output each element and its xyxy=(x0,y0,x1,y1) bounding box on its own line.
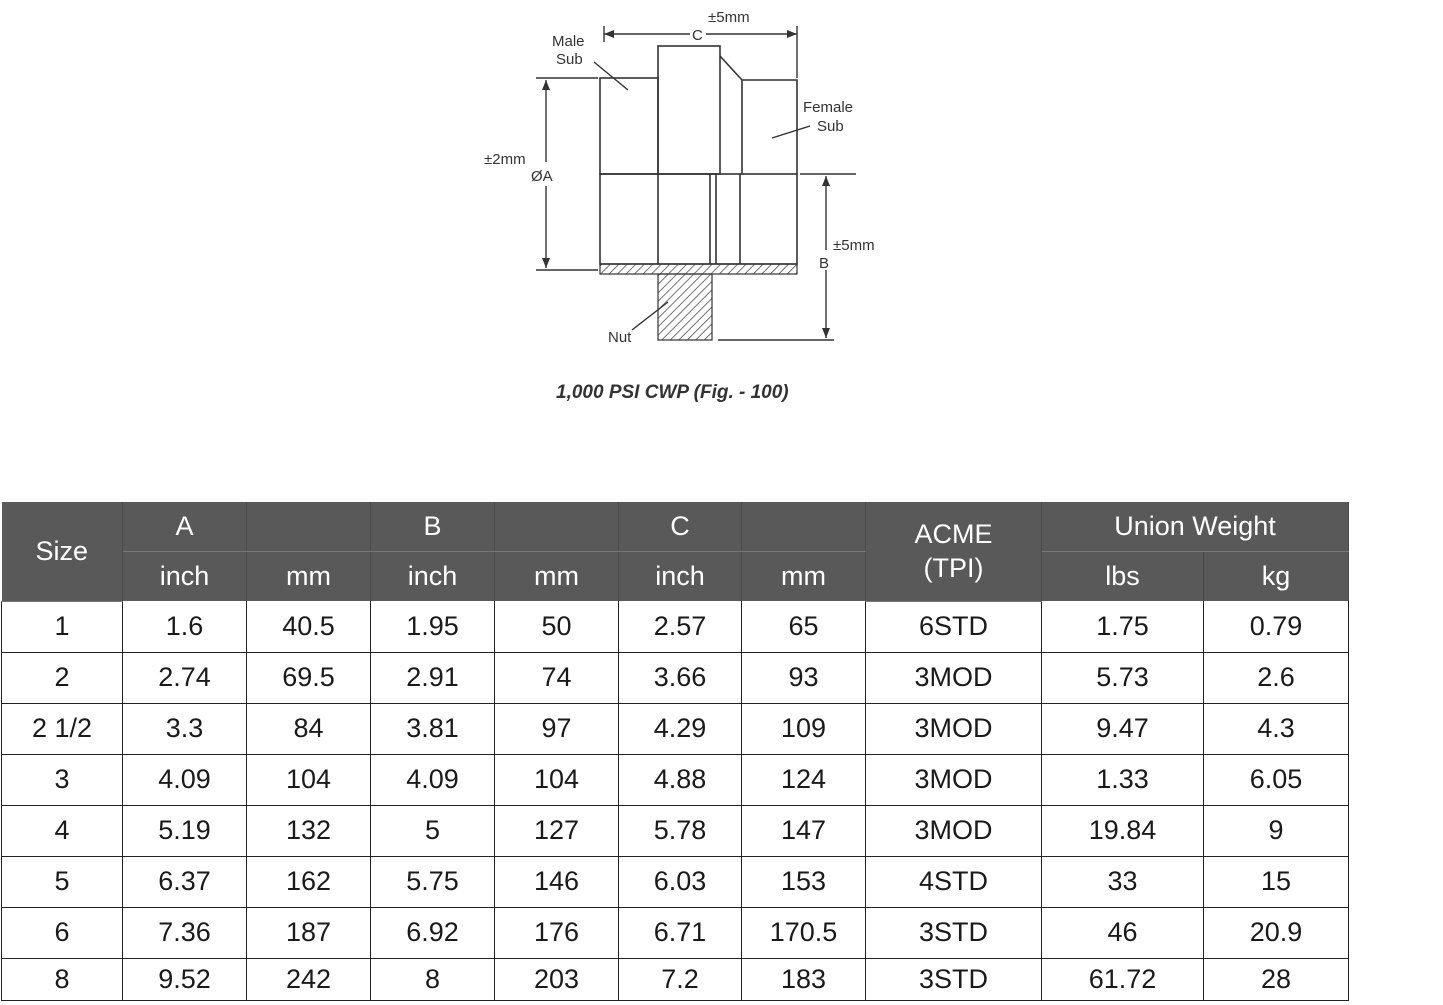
cell-a-inch: 2.74 xyxy=(123,652,247,703)
dim-b-label: B xyxy=(819,255,830,272)
cell-a-inch: 9.52 xyxy=(123,958,247,1000)
cell-weight-lbs: 1.75 xyxy=(1042,601,1204,652)
figure-caption: 1,000 PSI CWP (Fig. - 100) xyxy=(556,382,789,403)
cell-c-mm: 93 xyxy=(742,652,866,703)
dim-c-tolerance: ±5mm xyxy=(708,9,750,26)
cell-weight-lbs: 9.47 xyxy=(1042,703,1204,754)
header-row-units xyxy=(2,552,1349,602)
cell-c-inch: 7.2 xyxy=(619,958,742,1000)
cell-b-inch: 3.81 xyxy=(371,703,495,754)
cell-b-inch: 4.09 xyxy=(371,754,495,805)
cell-b-mm: 203 xyxy=(495,958,619,1000)
header-unit: kg xyxy=(1204,552,1349,602)
cell-size: 2 xyxy=(2,652,123,703)
cell-c-mm: 153 xyxy=(742,856,866,907)
cell-a-mm: 69.5 xyxy=(247,652,371,703)
dim-a-label: ØA xyxy=(531,168,553,185)
cell-b-mm: 50 xyxy=(495,601,619,652)
cell-a-mm: 187 xyxy=(247,907,371,958)
header-b-blank xyxy=(495,502,619,552)
cell-acme: 3STD xyxy=(866,958,1042,1000)
cell-b-mm: 176 xyxy=(495,907,619,958)
cell-size: 3 xyxy=(2,754,123,805)
cell-a-inch: 6.37 xyxy=(123,856,247,907)
cell-b-inch: 5.75 xyxy=(371,856,495,907)
cell-b-inch: 2.91 xyxy=(371,652,495,703)
cell-weight-lbs: 1.33 xyxy=(1042,754,1204,805)
cell-a-inch: 1.6 xyxy=(123,601,247,652)
cell-weight-lbs: 33 xyxy=(1042,856,1204,907)
nut-section xyxy=(658,274,712,340)
header-c-blank xyxy=(742,502,866,552)
header-b: B xyxy=(371,502,495,552)
cell-acme: 3MOD xyxy=(866,703,1042,754)
table-row xyxy=(2,703,1349,754)
table-row xyxy=(2,601,1349,652)
cell-acme: 3STD xyxy=(866,907,1042,958)
cell-a-inch: 5.19 xyxy=(123,805,247,856)
cell-weight-kg: 2.6 xyxy=(1204,652,1349,703)
cell-c-inch: 4.88 xyxy=(619,754,742,805)
cell-c-mm: 109 xyxy=(742,703,866,754)
cell-a-inch: 4.09 xyxy=(123,754,247,805)
cell-b-inch: 8 xyxy=(371,958,495,1000)
cell-b-mm: 97 xyxy=(495,703,619,754)
cell-weight-lbs: 61.72 xyxy=(1042,958,1204,1000)
header-unit: mm xyxy=(495,552,619,602)
cell-weight-lbs: 46 xyxy=(1042,907,1204,958)
cell-c-mm: 65 xyxy=(742,601,866,652)
table-header xyxy=(2,502,1349,601)
header-unit: inch xyxy=(371,552,495,602)
header-a: A xyxy=(123,502,247,552)
cell-weight-kg: 4.3 xyxy=(1204,703,1349,754)
cell-b-mm: 146 xyxy=(495,856,619,907)
cell-b-mm: 104 xyxy=(495,754,619,805)
cell-c-inch: 5.78 xyxy=(619,805,742,856)
cell-a-mm: 40.5 xyxy=(247,601,371,652)
cell-size: 8 xyxy=(2,958,123,1000)
cell-weight-kg: 15 xyxy=(1204,856,1349,907)
cell-b-inch: 1.95 xyxy=(371,601,495,652)
cell-a-mm: 104 xyxy=(247,754,371,805)
table-row xyxy=(2,907,1349,958)
cell-size: 4 xyxy=(2,805,123,856)
union-drawing xyxy=(0,0,1443,420)
cell-a-inch: 3.3 xyxy=(123,703,247,754)
dim-c-label: C xyxy=(692,27,703,44)
header-a-blank xyxy=(247,502,371,552)
cell-a-mm: 132 xyxy=(247,805,371,856)
table-row xyxy=(2,754,1349,805)
cell-acme: 3MOD xyxy=(866,805,1042,856)
cell-c-mm: 170.5 xyxy=(742,907,866,958)
table-row xyxy=(2,958,1349,1000)
header-unit: inch xyxy=(123,552,247,602)
header-c: C xyxy=(619,502,742,552)
cell-weight-kg: 6.05 xyxy=(1204,754,1349,805)
cell-c-mm: 124 xyxy=(742,754,866,805)
cell-acme: 6STD xyxy=(866,601,1042,652)
table-row xyxy=(2,805,1349,856)
cell-size: 1 xyxy=(2,601,123,652)
header-row-top xyxy=(2,502,1349,552)
cell-acme: 3MOD xyxy=(866,754,1042,805)
cell-weight-kg: 0.79 xyxy=(1204,601,1349,652)
cell-size: 2 1/2 xyxy=(2,703,123,754)
cell-a-mm: 162 xyxy=(247,856,371,907)
cell-c-inch: 6.71 xyxy=(619,907,742,958)
dim-a-tolerance: ±2mm xyxy=(484,151,526,168)
cell-b-mm: 74 xyxy=(495,652,619,703)
header-unit: lbs xyxy=(1042,552,1204,602)
cell-b-mm: 127 xyxy=(495,805,619,856)
cell-a-inch: 7.36 xyxy=(123,907,247,958)
cell-size: 6 xyxy=(2,907,123,958)
male-sub-label-line2: Sub xyxy=(556,51,583,68)
nut-label: Nut xyxy=(608,329,632,346)
female-sub-label-line1: Female xyxy=(803,99,854,116)
cell-c-inch: 3.66 xyxy=(619,652,742,703)
dim-b-tolerance: ±5mm xyxy=(833,237,875,254)
union-lower-body xyxy=(600,174,797,264)
table-row xyxy=(2,856,1349,907)
cell-c-inch: 6.03 xyxy=(619,856,742,907)
female-sub-label-line2: Sub xyxy=(817,118,844,135)
cell-weight-kg: 9 xyxy=(1204,805,1349,856)
header-unit: mm xyxy=(247,552,371,602)
header-union-weight: Union Weight xyxy=(1042,502,1349,552)
cell-weight-lbs: 19.84 xyxy=(1042,805,1204,856)
female-sub-upper xyxy=(720,56,797,174)
header-acme-line1: ACME xyxy=(914,519,993,550)
header-size: Size xyxy=(2,502,123,601)
hatched-wall xyxy=(600,264,797,274)
cell-b-inch: 5 xyxy=(371,805,495,856)
table-row xyxy=(2,652,1349,703)
nut-upper xyxy=(658,46,720,174)
union-diagram xyxy=(0,0,1443,420)
header-acme-line2: (TPI) xyxy=(923,553,984,584)
cell-c-inch: 4.29 xyxy=(619,703,742,754)
male-sub-label-line1: Male xyxy=(552,33,585,50)
cell-weight-lbs: 5.73 xyxy=(1042,652,1204,703)
cell-acme: 3MOD xyxy=(866,652,1042,703)
cell-c-inch: 2.57 xyxy=(619,601,742,652)
cell-b-inch: 6.92 xyxy=(371,907,495,958)
cell-size: 5 xyxy=(2,856,123,907)
union-spec-table xyxy=(1,502,1349,1001)
header-acme xyxy=(866,502,1042,601)
cell-weight-kg: 28 xyxy=(1204,958,1349,1000)
male-sub-upper xyxy=(600,78,658,174)
header-unit: mm xyxy=(742,552,866,602)
cell-c-mm: 183 xyxy=(742,958,866,1000)
cell-acme: 4STD xyxy=(866,856,1042,907)
cell-weight-kg: 20.9 xyxy=(1204,907,1349,958)
cell-a-mm: 242 xyxy=(247,958,371,1000)
cell-c-mm: 147 xyxy=(742,805,866,856)
table-body xyxy=(2,601,1349,1000)
header-unit: inch xyxy=(619,552,742,602)
cell-a-mm: 84 xyxy=(247,703,371,754)
